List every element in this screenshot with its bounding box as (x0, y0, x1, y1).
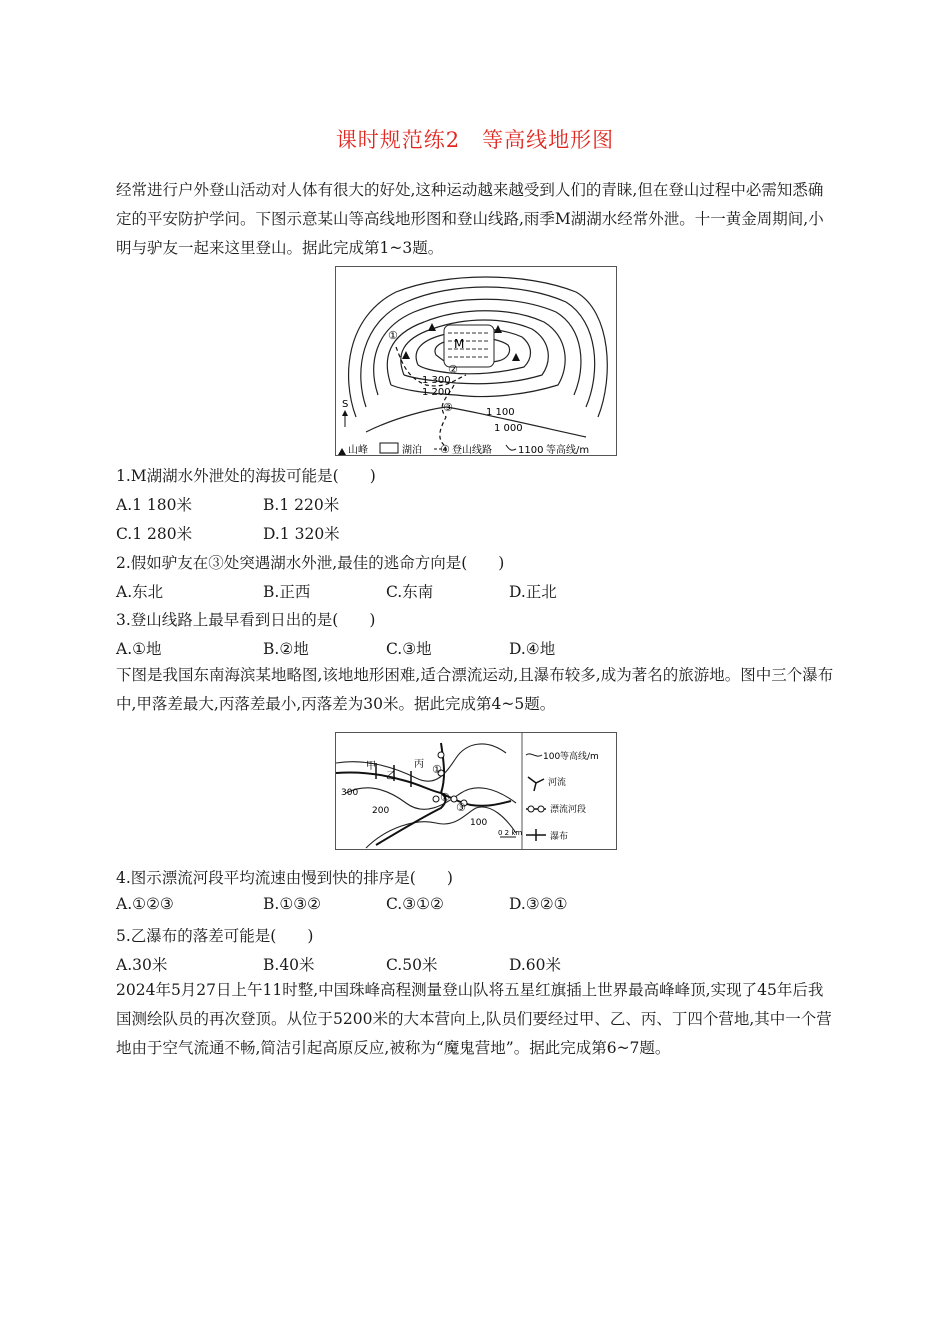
q5-option-c[interactable]: C.50米 (386, 956, 438, 974)
q3-option-c[interactable]: C.③地 (386, 640, 432, 658)
q5-option-d[interactable]: D.60米 (509, 956, 562, 974)
q2-option-d[interactable]: D.正北 (509, 583, 557, 601)
q3-option-d[interactable]: D.④地 (509, 640, 556, 658)
legend-contour-value: 1100 (518, 445, 544, 455)
lake-icon (380, 443, 398, 453)
label-yi: 乙 (386, 771, 396, 782)
q2-option-c[interactable]: C.东南 (386, 583, 434, 601)
q1-option-b[interactable]: B.1 220米 (263, 496, 340, 514)
legend-river: 河流 (548, 778, 567, 788)
legend-route: 登山线路 (452, 445, 492, 455)
legend-waterfall: 瀑布 (550, 832, 569, 842)
direction-label: S (342, 399, 349, 410)
label-bing: 丙 (414, 759, 424, 770)
legend-rafting: 漂流河段 (550, 805, 587, 815)
legend-contour: 等高线/m (546, 445, 590, 455)
intro-paragraph-2: 下图是我国东南海滨某地略图,该地地形困难,适合漂流运动,且瀑布较多,成为著名的旅游地。图中三个瀑布中,甲落差最大,丙落差最小,丙落差为30米。据此完成第4~5题。 (116, 666, 834, 713)
label-jia: 甲 (366, 761, 376, 772)
contour-100: 100 (470, 818, 488, 828)
lake-label: M (454, 337, 465, 351)
legend-river-icon (528, 777, 544, 791)
legend-lake: 湖泊 (402, 445, 422, 455)
q3-option-a[interactable]: A.①地 (116, 640, 162, 658)
legend-peak: 山峰 (348, 445, 368, 455)
legend-contour-value: 100 (543, 752, 561, 762)
direction-arrow-icon (342, 410, 348, 416)
q1-option-c[interactable]: C.1 280米 (116, 525, 193, 543)
q5-option-a[interactable]: A.30米 (116, 956, 168, 974)
rafting-3: ③ (456, 801, 466, 814)
question-2: 2.假如驴友在③处突遇湖水外泄,最佳的逃命方向是( ) (116, 554, 505, 572)
question-4: 4.图示漂流河段平均流速由慢到快的排序是( ) (116, 869, 453, 887)
q4-option-d[interactable]: D.③②① (509, 895, 568, 913)
contour-300: 300 (341, 788, 359, 798)
point-2: ② (448, 363, 458, 376)
q5-option-b[interactable]: B.40米 (263, 956, 315, 974)
q1-option-a[interactable]: A.1 180米 (116, 496, 192, 514)
contour-label-1000: 1 000 (494, 423, 523, 434)
q2-option-b[interactable]: B.正西 (263, 583, 311, 601)
contour-icon (506, 445, 516, 450)
scale-bar: 0 2 km (498, 829, 523, 837)
q1-option-d[interactable]: D.1 320米 (263, 525, 340, 543)
legend-rafting-icon (528, 806, 534, 812)
point-1: ① (388, 329, 398, 342)
q4-option-b[interactable]: B.①③② (263, 895, 322, 913)
q4-option-a[interactable]: A.①②③ (116, 895, 174, 913)
legend-contour-icon (526, 754, 542, 756)
contour-200: 200 (372, 806, 390, 816)
q2-option-a[interactable]: A.东北 (116, 583, 164, 601)
intro-paragraph-1: 经常进行户外登山活动对人体有很大的好处,这种运动越来越受到人们的青睐,但在登山过程中必需知悉确定的平安防护学问。下图示意某山等高线地形图和登山线路,雨季M湖湖水经常外泄。十一黄金周期间,小明与驴友一起来这里登山。据此完成第1~3题。 (116, 181, 824, 257)
question-3: 3.登山线路上最早看到日出的是( ) (116, 611, 376, 629)
waterfall-map-figure (335, 732, 617, 850)
contour-label-1200: 1 200 (422, 387, 451, 398)
point-4: ④ (440, 443, 450, 455)
q4-option-c[interactable]: C.③①② (386, 895, 444, 913)
question-5: 5.乙瀑布的落差可能是( ) (116, 927, 314, 945)
rafting-2: ② (440, 791, 450, 804)
intro-paragraph-3: 2024年5月27日上午11时整,中国珠峰高程测量登山队将五星红旗插上世界最高峰峰顶,实现了45年后我国测绘队员的再次登顶。从位于5200米的大本营向上,队员们要经过甲、乙、丙、丁四个营地,其中一个营地由于空气流通不畅,简洁引起高原反应,被称为“魔鬼营地”。据此完成第6~7题。 (116, 981, 832, 1057)
legend-contour: 等高线/m (560, 752, 599, 762)
point-3: ③ (443, 401, 453, 414)
contour-map-figure (335, 266, 617, 456)
rafting-1: ① (432, 763, 442, 776)
question-1: 1.M湖湖水外泄处的海拔可能是( ) (116, 467, 376, 485)
contour-label-1100: 1 100 (486, 407, 515, 418)
peak-icon (338, 448, 346, 455)
q3-option-b[interactable]: B.②地 (263, 640, 309, 658)
contour-label-1300: 1 300 (422, 375, 451, 386)
page-title: 课时规范练2 等高线地形图 (335, 128, 615, 152)
